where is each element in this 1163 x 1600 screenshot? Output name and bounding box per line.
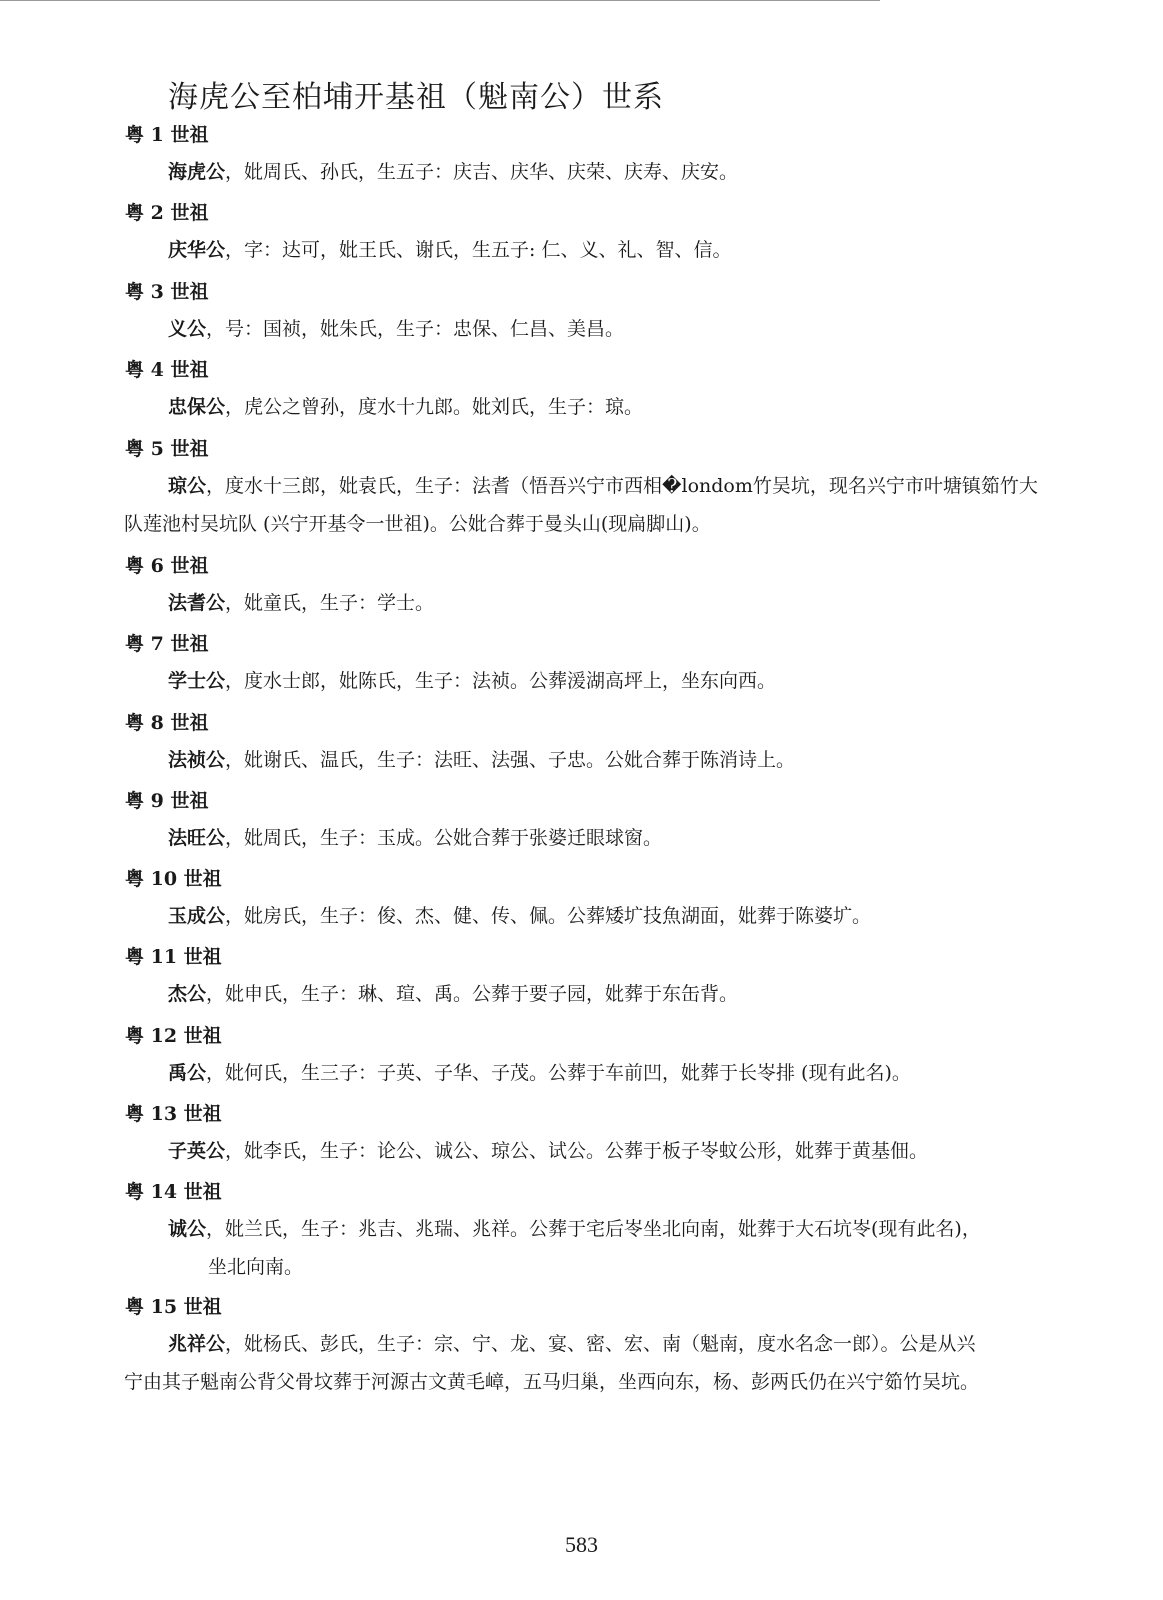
generation-entry-7 xyxy=(168,662,1048,700)
ancestor-description: ，虎公之曾孙，度水十九郎。妣刘氏，生子：琼。 xyxy=(225,396,644,418)
generation-heading-14: 粤 14 世祖 xyxy=(125,1181,222,1203)
ancestor-description: ，妣谢氏、温氏，生子：法旺、法强、子忠。公妣合葬于陈消诗上。 xyxy=(225,749,796,771)
ancestor-description: ，妣杨氏、彭氏，生子：宗、宁、龙、宴、密、宏、南（魁南，度水名念一郎）。公是从兴 xyxy=(225,1333,976,1355)
generation-entry-8 xyxy=(168,741,1048,779)
ancestor-name: 杰公 xyxy=(168,983,207,1005)
ancestor-description: ，妣房氏，生子：俊、杰、健、传、佩。公葬矮圹技魚湖面，妣葬于陈婆圹。 xyxy=(225,905,872,927)
ancestor-name: 海虎公 xyxy=(168,161,226,183)
generation-heading-4: 粤 4 世祖 xyxy=(125,359,209,381)
ancestor-name: 庆华公 xyxy=(168,239,226,261)
top-border-line xyxy=(0,0,880,1)
ancestor-description: ，妣周氏，生子：玉成。公妣合葬于张婆迁眼球窗。 xyxy=(225,827,663,849)
page-number: 583 xyxy=(565,1532,598,1557)
ancestor-name: 法耆公 xyxy=(168,592,226,614)
ancestor-description: ，妣兰氏，生子：兆吉、兆瑞、兆祥。公葬于宅后岺坐北向南，妣葬于大石坑岺(现有此名)， xyxy=(206,1218,981,1240)
generation-entry-13 xyxy=(168,1132,1048,1170)
generation-entry-6 xyxy=(168,584,1048,622)
ancestor-description: ，度水十三郎，妣袁氏，生子：法耆（悟吾兴宁市西相�londom竹吴坑，现名兴宁市叶塘镇筎竹大 xyxy=(206,475,1038,497)
generation-heading-15: 粤 15 世祖 xyxy=(125,1296,222,1318)
ancestor-name: 法旺公 xyxy=(168,827,226,849)
generation-heading-10: 粤 10 世祖 xyxy=(125,868,222,890)
generation-heading-6: 粤 6 世祖 xyxy=(125,555,209,577)
ancestor-description: ，妣何氏，生三子：子英、子华、子茂。公葬于车前凹，妣葬于长岺排 (现有此名)。 xyxy=(206,1062,911,1084)
generation-entry-12 xyxy=(168,1054,1048,1092)
ancestor-description: ，号：国祯，妣朱氏，生子：忠保、仁昌、美昌。 xyxy=(206,318,625,340)
generation-entry-2 xyxy=(168,231,1048,269)
generation-entry-14 xyxy=(168,1210,1048,1286)
ancestor-description-continued: 宁由其子魁南公背父骨坟葬于河源古文黄毛嶂，五马归巢，坐西向东，杨、彭两氏仍在兴宁筎竹吴坑。 xyxy=(124,1371,980,1393)
ancestor-name: 子英公 xyxy=(168,1140,226,1162)
ancestor-name: 诚公 xyxy=(168,1218,207,1240)
generation-heading-2: 粤 2 世祖 xyxy=(125,202,209,224)
ancestor-name: 义公 xyxy=(168,318,207,340)
ancestor-name: 忠保公 xyxy=(168,396,226,418)
generation-heading-5: 粤 5 世祖 xyxy=(125,438,209,460)
ancestor-description-continued: 队莲池村吴坑队 (兴宁开基令一世祖)。公妣合葬于曼头山(现扁脚山)。 xyxy=(124,513,711,535)
ancestor-name: 琼公 xyxy=(168,475,207,497)
generation-heading-11: 粤 11 世祖 xyxy=(125,946,222,968)
ancestor-description: ，妣周氏、孙氏，生五子：庆吉、庆华、庆荣、庆寿、庆安。 xyxy=(225,161,739,183)
ancestor-name: 学士公 xyxy=(168,670,226,692)
ancestor-description: ，度水士郎，妣陈氏，生子：法祯。公葬湲湖高坪上，坐东向西。 xyxy=(225,670,777,692)
ancestor-description: ，妣李氏，生子：论公、诚公、琼公、试公。公葬于板子岺蚊公形，妣葬于黄基佃。 xyxy=(225,1140,929,1162)
generation-entry-5 xyxy=(124,467,1048,543)
ancestor-name: 兆祥公 xyxy=(168,1333,226,1355)
generation-entry-4 xyxy=(168,388,1048,426)
generation-heading-12: 粤 12 世祖 xyxy=(125,1025,222,1047)
generation-heading-13: 粤 13 世祖 xyxy=(125,1103,222,1125)
generation-heading-9: 粤 9 世祖 xyxy=(125,790,209,812)
generation-heading-3: 粤 3 世祖 xyxy=(125,281,209,303)
generation-entry-11 xyxy=(168,975,1048,1013)
ancestor-description: ，妣童氏，生子：学士。 xyxy=(225,592,435,614)
ancestor-description: ，妣申氏，生子：琳、瑄、禹。公葬于要子园，妣葬于东缶背。 xyxy=(206,983,739,1005)
generation-entry-10 xyxy=(168,897,1048,935)
generation-entry-15 xyxy=(124,1325,1048,1401)
ancestor-name: 禹公 xyxy=(168,1062,207,1084)
generation-heading-7: 粤 7 世祖 xyxy=(125,633,209,655)
generation-heading-1: 粤 1 世祖 xyxy=(125,124,209,146)
generation-heading-8: 粤 8 世祖 xyxy=(125,712,209,734)
ancestor-name: 玉成公 xyxy=(168,905,226,927)
ancestor-description: ，字：达可，妣王氏、谢氏，生五子: 仁、义、礼、智、信。 xyxy=(225,239,732,261)
generation-entry-3 xyxy=(168,310,1048,348)
generation-entry-1 xyxy=(168,153,1048,191)
page-title: 海虎公至柏埔开基祖（魁南公）世系 xyxy=(168,80,664,115)
ancestor-description-continued: 坐北向南。 xyxy=(208,1256,304,1278)
ancestor-name: 法祯公 xyxy=(168,749,226,771)
generation-entry-9 xyxy=(168,819,1048,857)
